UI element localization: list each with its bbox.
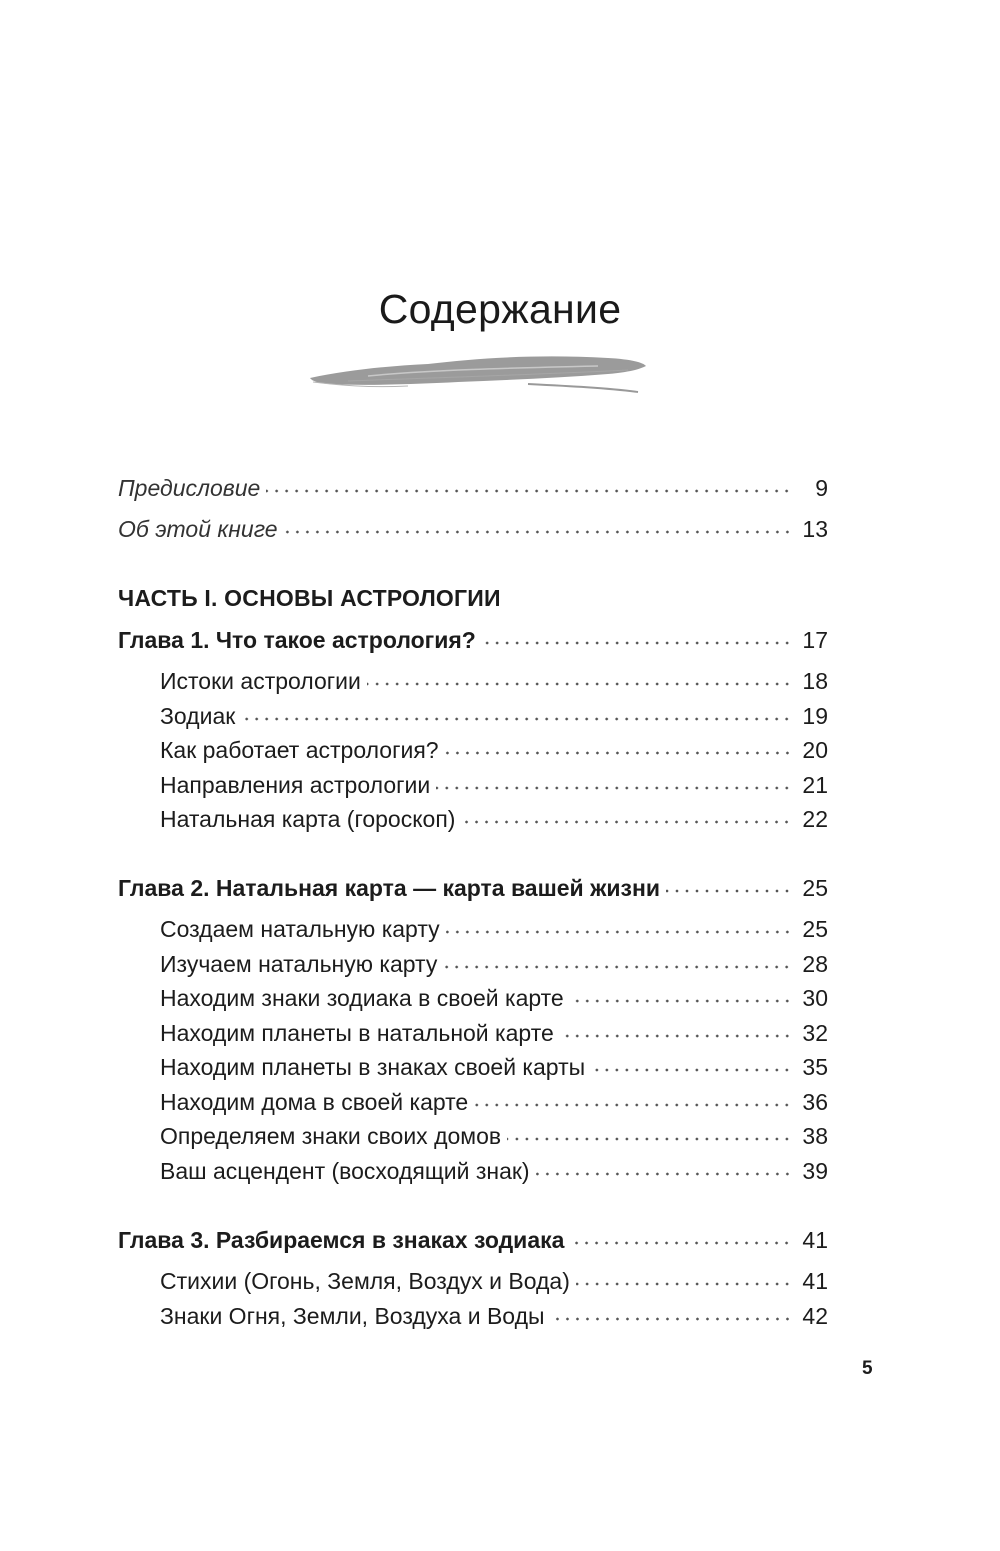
toc-section[interactable] <box>160 915 828 943</box>
toc-section[interactable] <box>160 1157 828 1185</box>
leader-dots <box>443 964 792 970</box>
toc-entry-label: Находим знаки зодиака в своей карте <box>160 985 564 1011</box>
toc-entry-page: 42 <box>802 1303 828 1329</box>
toc-entry-label: Глава 2. Натальная карта — карта вашей жизни <box>118 875 660 901</box>
toc-entry-label: Изучаем натальную карту <box>160 951 438 977</box>
toc-section[interactable] <box>160 984 828 1012</box>
toc-section[interactable] <box>160 950 828 978</box>
toc-entry-page: 35 <box>802 1054 828 1080</box>
toc-entry-page: 13 <box>802 516 828 542</box>
toc-entry-page: 17 <box>802 627 828 653</box>
toc-entry-label: Определяем знаки своих домов <box>160 1123 502 1149</box>
leader-dots <box>266 488 792 494</box>
leader-dots <box>666 888 792 894</box>
toc-entry-page: 36 <box>802 1089 828 1115</box>
toc-entry-preface[interactable] <box>118 474 828 502</box>
toc-entry-page: 19 <box>802 703 828 729</box>
toc-chapter-3[interactable] <box>118 1226 828 1254</box>
toc-entry-label: Глава 3. Разбираемся в знаках зодиака <box>118 1227 565 1253</box>
toc-entry-label: Предисловие <box>118 475 261 501</box>
leader-dots <box>241 716 792 722</box>
toc-entry-page: 41 <box>802 1268 828 1294</box>
toc-entry-page: 9 <box>815 475 828 501</box>
toc-section[interactable] <box>160 1088 828 1116</box>
toc-section[interactable] <box>160 771 828 799</box>
page-title: Содержание <box>378 286 622 332</box>
toc-entry-label: Об этой книге <box>118 516 278 542</box>
toc-entry-label: Создаем натальную карту <box>160 916 440 942</box>
toc-entry-label: Направления астрологии <box>160 772 431 798</box>
toc-entry-page: 41 <box>802 1227 828 1253</box>
toc-section[interactable] <box>160 702 828 730</box>
toc-entry-label: Находим планеты в знаках своей карты <box>160 1054 586 1080</box>
toc-entry-page: 38 <box>802 1123 828 1149</box>
leader-dots <box>446 929 792 935</box>
toc-section[interactable] <box>160 667 828 695</box>
toc-section[interactable] <box>160 1267 828 1295</box>
toc-chapter-2[interactable] <box>118 874 828 902</box>
toc-entry-label: Стихии (Огонь, Земля, Воздух и Вода) <box>160 1268 570 1294</box>
part-heading: ЧАСТЬ I. ОСНОВЫ АСТРОЛОГИИ <box>118 585 501 611</box>
leader-dots <box>482 640 792 646</box>
toc-entry-page: 28 <box>802 951 828 977</box>
leader-dots <box>576 1281 792 1287</box>
toc-section[interactable] <box>160 805 828 833</box>
toc-entry-page: 21 <box>802 772 828 798</box>
leader-dots <box>591 1067 792 1073</box>
toc-section[interactable] <box>160 736 828 764</box>
leader-dots <box>536 1171 792 1177</box>
toc-entry-page: 32 <box>802 1020 828 1046</box>
toc-section[interactable] <box>160 1053 828 1081</box>
toc-entry-about-book[interactable] <box>118 515 828 543</box>
leader-dots <box>507 1136 792 1142</box>
toc-entry-label: Знаки Огня, Земли, Воздуха и Воды <box>160 1303 545 1329</box>
toc-entry-label: Как работает астрология? <box>160 737 439 763</box>
leader-dots <box>367 681 792 687</box>
toc-chapter-1[interactable] <box>118 626 828 654</box>
leader-dots <box>284 529 792 535</box>
toc-section[interactable] <box>160 1019 828 1047</box>
toc-entry-page: 18 <box>802 668 828 694</box>
toc-entry-label: Находим планеты в натальной карте <box>160 1020 554 1046</box>
toc-entry-label: Ваш асцендент (восходящий знак) <box>160 1158 530 1184</box>
leader-dots <box>570 998 792 1004</box>
leader-dots <box>461 819 792 825</box>
toc-entry-label: Истоки астрологии <box>160 668 361 694</box>
toc-entry-page: 22 <box>802 806 828 832</box>
toc-entry-page: 20 <box>802 737 828 763</box>
toc-entry-page: 25 <box>802 875 828 901</box>
leader-dots <box>436 785 792 791</box>
toc-entry-label: Находим дома в своей карте <box>160 1089 469 1115</box>
leader-dots <box>560 1033 792 1039</box>
toc-entry-page: 30 <box>802 985 828 1011</box>
toc-section[interactable] <box>160 1302 828 1330</box>
toc-section[interactable] <box>160 1122 828 1150</box>
toc-entry-label: Зодиак <box>160 703 236 729</box>
toc-entry-label: Глава 1. Что такое астрология? <box>118 627 476 653</box>
leader-dots <box>474 1102 792 1108</box>
leader-dots <box>551 1316 792 1322</box>
toc-entry-label: Натальная карта (гороскоп) <box>160 806 456 832</box>
toc-entry-page: 25 <box>802 916 828 942</box>
toc-entry-page: 39 <box>802 1158 828 1184</box>
leader-dots <box>445 750 792 756</box>
leader-dots <box>570 1240 792 1246</box>
page-number: 5 <box>862 1358 873 1379</box>
